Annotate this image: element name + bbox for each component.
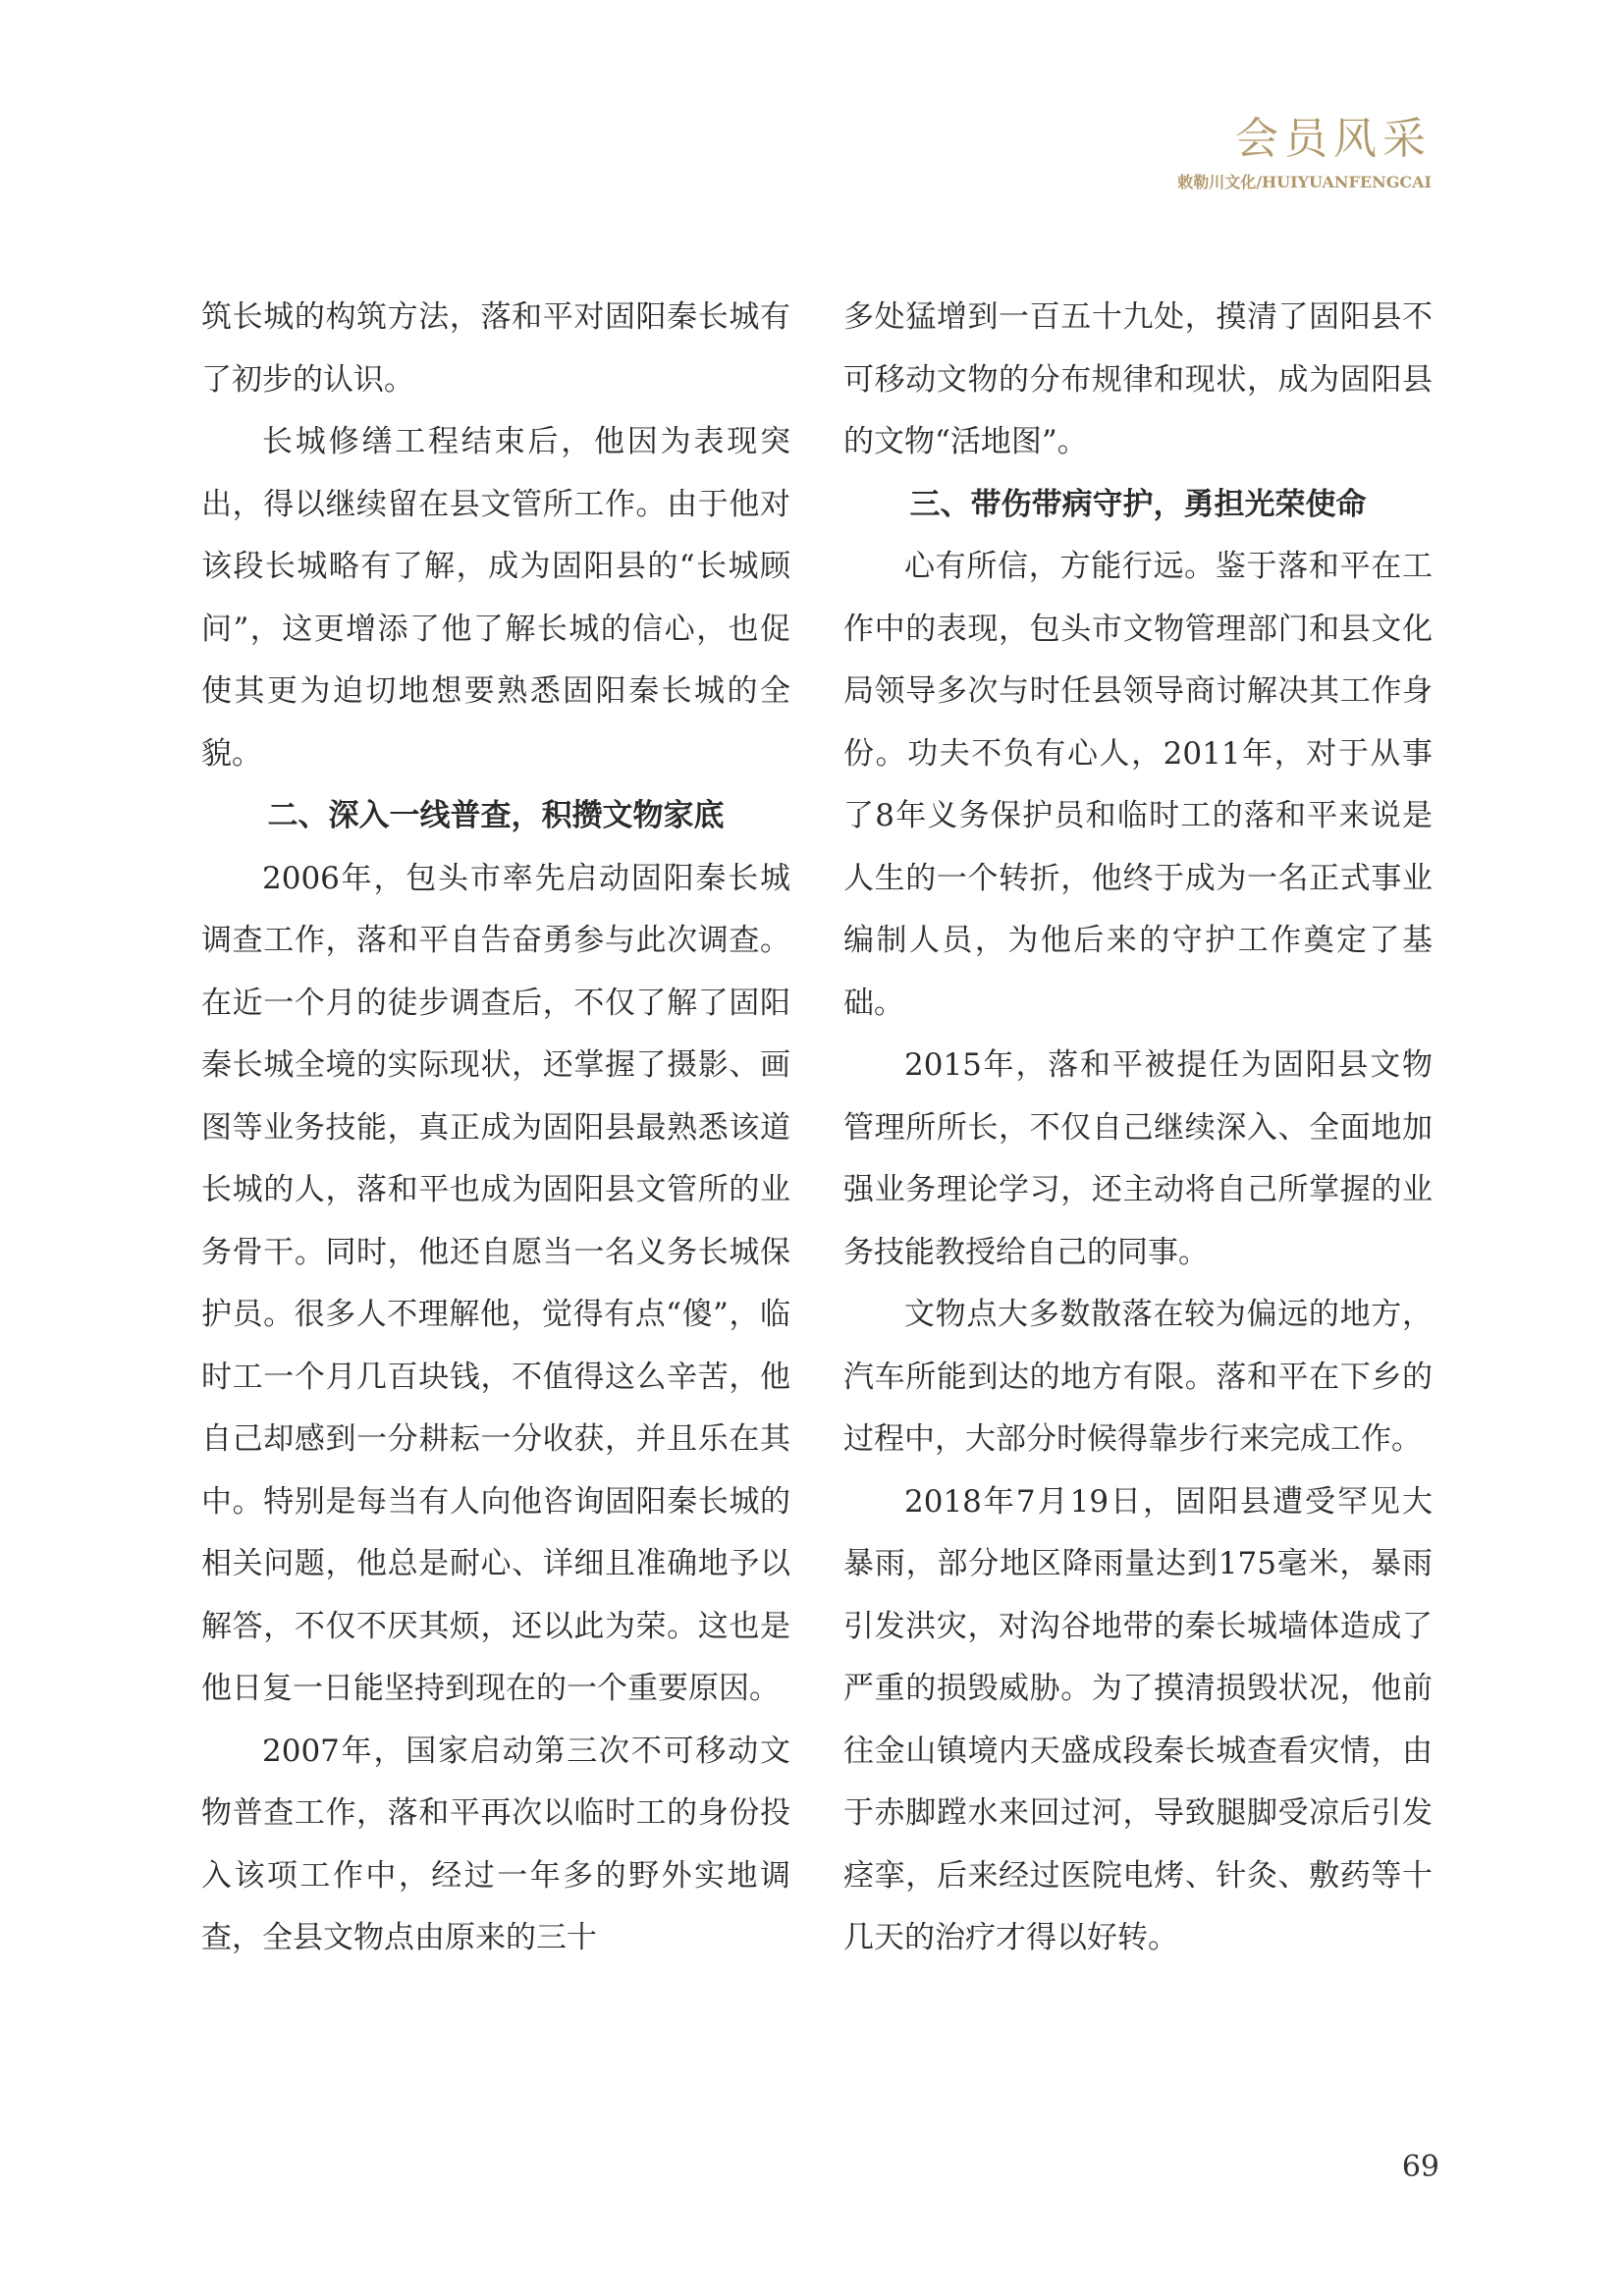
right-column bbox=[843, 287, 1433, 1970]
paragraph: 2018年7月19日，固阳县遭受罕见大暴雨，部分地区降雨量达到175毫米，暴雨引发洪灾，对沟谷地带的秦长城墙体造成了严重的损毁威胁。为了摸清损毁状况，他前往金山镇境内天盛成段秦长城查看灾情，由于赤脚蹚水来回过河，导致腿脚受凉后引发痉挛，后来经过医院电烤、针灸、敷药等十几天的治疗才得以好转。 bbox=[843, 1483, 1433, 1955]
section-subtitle: 敕勒川文化/HUIYUANFENGCAI bbox=[1177, 173, 1432, 191]
section-heading: 三、带伤带病守护，勇担光荣使命 bbox=[909, 486, 1367, 522]
paragraph: 长城修缮工程结束后，他因为表现突出，得以继续留在县文管所工作。由于他对该段长城略有了解，成为固阳县的“长城顾问”，这更增添了他了解长城的信心，也促使其更为迫切地想要熟悉固阳秦长城的全貌。 bbox=[201, 424, 790, 772]
section-heading: 二、深入一线普查，积攒文物家底 bbox=[267, 798, 725, 833]
paragraph: 筑长城的构筑方法，落和平对固阳秦长城有了初步的认识。 bbox=[201, 299, 790, 398]
paragraph: 2007年，国家启动第三次不可移动文物普查工作，落和平再次以临时工的身份投入该项工作中，经过一年多的野外实地调查，全县文物点由原来的三十 bbox=[201, 1733, 790, 1955]
paragraph: 心有所信，方能行远。鉴于落和平在工作中的表现，包头市文物管理部门和县文化局领导多次与时任县领导商讨解决其工作身份。功夫不负有心人，2011年，对于从事了8年义务保护员和临时工的落和平来说是人生的一个转折，他终于成为一名正式事业编制人员，为他后来的守护工作奠定了基础。 bbox=[843, 549, 1433, 1021]
paragraph: 2006年，包头市率先启动固阳秦长城调查工作，落和平自告奋勇参与此次调查。在近一个月的徒步调查后，不仅了解了固阳秦长城全境的实际现状，还掌握了摄影、画图等业务技能，真正成为固阳县最熟悉该道长城的人，落和平也成为固阳县文管所的业务骨干。同时，他还自愿当一名义务长城保护员。很多人不理解他，觉得有点“傻”，临时工一个月几百块钱，不值得这么辛苦，他自己却感到一分耕耘一分收获，并且乐在其中。特别是每当有人向他咨询固阳秦长城的相关问题，他总是耐心、详细且准确地予以解答，不仅不厌其烦，还以此为荣。这也是他日复一日能坚持到现在的一个重要原因。 bbox=[201, 860, 790, 1706]
paragraph: 多处猛增到一百五十九处，摸清了固阳县不可移动文物的分布规律和现状，成为固阳县的文物“活地图”。 bbox=[843, 299, 1433, 459]
paragraph: 文物点大多数散落在较为偏远的地方，汽车所能到达的地方有限。落和平在下乡的过程中，大部分时候得靠步行来完成工作。 bbox=[843, 1297, 1433, 1457]
left-column bbox=[201, 287, 790, 1970]
page-header bbox=[842, 110, 1432, 194]
paragraph: 2015年，落和平被提任为固阳县文物管理所所长，不仅自己继续深入、全面地加强业务理论学习，还主动将自己所掌握的业务技能教授给自己的同事。 bbox=[843, 1047, 1433, 1270]
page-number: 69 bbox=[1401, 2150, 1439, 2184]
section-title: 会员风采 bbox=[1235, 114, 1432, 164]
